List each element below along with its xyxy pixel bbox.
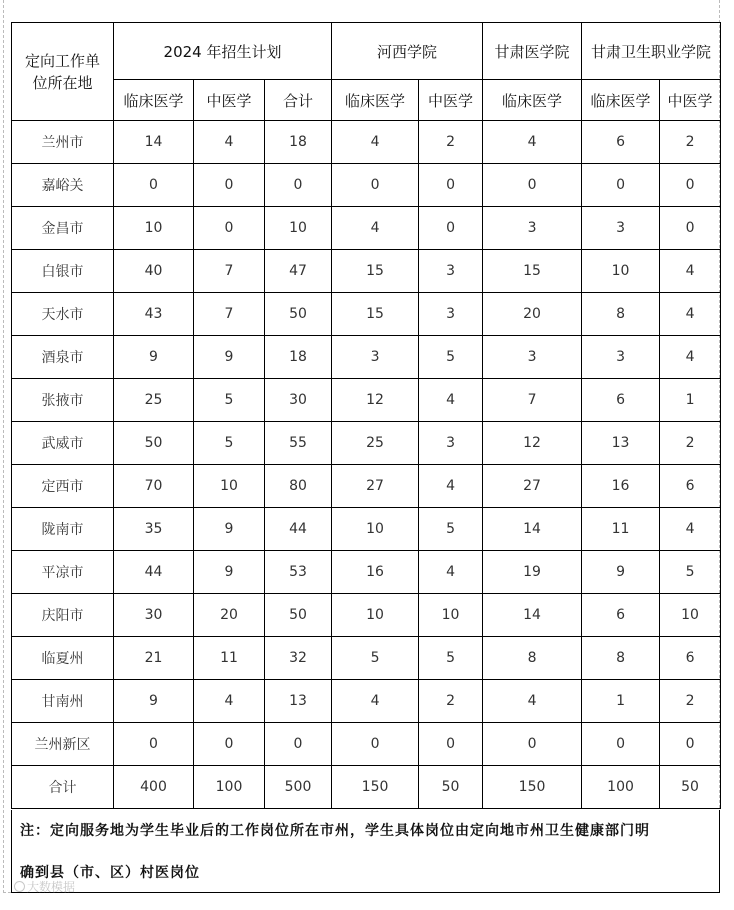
value-cell: 12 bbox=[332, 379, 419, 422]
region-cell: 张掖市 bbox=[12, 379, 114, 422]
value-cell: 4 bbox=[660, 336, 721, 379]
value-cell: 80 bbox=[265, 465, 332, 508]
table-row bbox=[12, 207, 721, 250]
value-cell: 3 bbox=[332, 336, 419, 379]
value-cell: 12 bbox=[483, 422, 582, 465]
value-cell: 11 bbox=[582, 508, 660, 551]
plan-2024-header: 2024 年招生计划 bbox=[114, 23, 332, 80]
value-cell: 9 bbox=[114, 680, 194, 723]
value-cell: 6 bbox=[582, 594, 660, 637]
value-cell: 14 bbox=[483, 508, 582, 551]
value-cell: 5 bbox=[419, 637, 483, 680]
table-row bbox=[12, 637, 721, 680]
value-cell: 15 bbox=[332, 293, 419, 336]
footnote-line-2: 确到县（市、区）村医岗位 bbox=[20, 865, 200, 881]
value-cell: 3 bbox=[483, 207, 582, 250]
value-cell: 4 bbox=[332, 121, 419, 164]
plan-clinical-header: 临床医学 bbox=[114, 80, 194, 121]
value-cell: 100 bbox=[582, 766, 660, 809]
region-cell: 合计 bbox=[12, 766, 114, 809]
value-cell: 18 bbox=[265, 121, 332, 164]
value-cell: 0 bbox=[265, 164, 332, 207]
region-cell: 庆阳市 bbox=[12, 594, 114, 637]
value-cell: 0 bbox=[265, 723, 332, 766]
hexi-clinical-header: 临床医学 bbox=[332, 80, 419, 121]
value-cell: 150 bbox=[483, 766, 582, 809]
value-cell: 0 bbox=[194, 164, 265, 207]
table-row bbox=[12, 422, 721, 465]
value-cell: 8 bbox=[483, 637, 582, 680]
value-cell: 7 bbox=[194, 250, 265, 293]
value-cell: 27 bbox=[332, 465, 419, 508]
value-cell: 30 bbox=[114, 594, 194, 637]
value-cell: 18 bbox=[265, 336, 332, 379]
value-cell: 70 bbox=[114, 465, 194, 508]
value-cell: 50 bbox=[419, 766, 483, 809]
gansu-medical-clinical-header: 临床医学 bbox=[483, 80, 582, 121]
value-cell: 13 bbox=[265, 680, 332, 723]
value-cell: 14 bbox=[483, 594, 582, 637]
table-row bbox=[12, 121, 721, 164]
footnote-line-1: 注：定向服务地为学生毕业后的工作岗位所在市州，学生具体岗位由定向地市州卫生健康部门明 bbox=[20, 823, 650, 839]
value-cell: 0 bbox=[114, 164, 194, 207]
table-row bbox=[12, 551, 721, 594]
value-cell: 150 bbox=[332, 766, 419, 809]
region-cell: 天水市 bbox=[12, 293, 114, 336]
region-cell: 兰州市 bbox=[12, 121, 114, 164]
value-cell: 0 bbox=[332, 164, 419, 207]
value-cell: 10 bbox=[265, 207, 332, 250]
table-row bbox=[12, 336, 721, 379]
region-cell: 嘉峪关 bbox=[12, 164, 114, 207]
value-cell: 4 bbox=[194, 680, 265, 723]
value-cell: 15 bbox=[332, 250, 419, 293]
table-row bbox=[12, 723, 721, 766]
value-cell: 3 bbox=[419, 293, 483, 336]
value-cell: 2 bbox=[660, 121, 721, 164]
value-cell: 2 bbox=[419, 680, 483, 723]
value-cell: 9 bbox=[194, 336, 265, 379]
value-cell: 11 bbox=[194, 637, 265, 680]
table-row bbox=[12, 250, 721, 293]
value-cell: 16 bbox=[582, 465, 660, 508]
value-cell: 4 bbox=[483, 680, 582, 723]
value-cell: 4 bbox=[660, 508, 721, 551]
region-cell: 定西市 bbox=[12, 465, 114, 508]
value-cell: 50 bbox=[265, 293, 332, 336]
value-cell: 19 bbox=[483, 551, 582, 594]
value-cell: 0 bbox=[660, 207, 721, 250]
health-vocational-clinical-header: 临床医学 bbox=[582, 80, 660, 121]
value-cell: 1 bbox=[582, 680, 660, 723]
value-cell: 0 bbox=[114, 723, 194, 766]
value-cell: 0 bbox=[660, 723, 721, 766]
value-cell: 0 bbox=[419, 207, 483, 250]
value-cell: 10 bbox=[582, 250, 660, 293]
value-cell: 400 bbox=[114, 766, 194, 809]
health-vocational-tcm-header: 中医学 bbox=[660, 80, 721, 121]
hexi-college-header: 河西学院 bbox=[332, 23, 483, 80]
value-cell: 4 bbox=[332, 207, 419, 250]
value-cell: 13 bbox=[582, 422, 660, 465]
value-cell: 9 bbox=[582, 551, 660, 594]
value-cell: 3 bbox=[582, 336, 660, 379]
value-cell: 4 bbox=[483, 121, 582, 164]
value-cell: 10 bbox=[332, 508, 419, 551]
watermark bbox=[14, 878, 75, 895]
watermark-text: 大数模据 bbox=[27, 880, 76, 894]
value-cell: 10 bbox=[114, 207, 194, 250]
value-cell: 35 bbox=[114, 508, 194, 551]
value-cell: 32 bbox=[265, 637, 332, 680]
gansu-health-vocational-college-header: 甘肃卫生职业学院 bbox=[582, 23, 721, 80]
value-cell: 0 bbox=[419, 164, 483, 207]
table-row bbox=[12, 379, 721, 422]
hexi-tcm-header: 中医学 bbox=[419, 80, 483, 121]
value-cell: 5 bbox=[332, 637, 419, 680]
value-cell: 20 bbox=[483, 293, 582, 336]
region-cell: 金昌市 bbox=[12, 207, 114, 250]
value-cell: 0 bbox=[194, 207, 265, 250]
value-cell: 3 bbox=[582, 207, 660, 250]
table-row bbox=[12, 766, 721, 809]
region-cell: 武威市 bbox=[12, 422, 114, 465]
value-cell: 25 bbox=[114, 379, 194, 422]
value-cell: 55 bbox=[265, 422, 332, 465]
value-cell: 7 bbox=[194, 293, 265, 336]
table-row bbox=[12, 164, 721, 207]
region-cell: 平凉市 bbox=[12, 551, 114, 594]
gansu-medical-college-header: 甘肃医学院 bbox=[483, 23, 582, 80]
value-cell: 100 bbox=[194, 766, 265, 809]
table-footnote bbox=[11, 810, 720, 893]
plan-tcm-header: 中医学 bbox=[194, 80, 265, 121]
value-cell: 50 bbox=[265, 594, 332, 637]
value-cell: 500 bbox=[265, 766, 332, 809]
watermark-logo-icon bbox=[14, 881, 25, 892]
value-cell: 47 bbox=[265, 250, 332, 293]
enrollment-plan-table bbox=[11, 22, 721, 809]
region-cell: 临夏州 bbox=[12, 637, 114, 680]
value-cell: 1 bbox=[660, 379, 721, 422]
value-cell: 4 bbox=[419, 551, 483, 594]
table-row bbox=[12, 465, 721, 508]
value-cell: 5 bbox=[419, 508, 483, 551]
value-cell: 15 bbox=[483, 250, 582, 293]
value-cell: 2 bbox=[660, 422, 721, 465]
value-cell: 53 bbox=[265, 551, 332, 594]
value-cell: 30 bbox=[265, 379, 332, 422]
value-cell: 4 bbox=[332, 680, 419, 723]
value-cell: 0 bbox=[660, 164, 721, 207]
value-cell: 5 bbox=[194, 422, 265, 465]
value-cell: 0 bbox=[483, 164, 582, 207]
value-cell: 4 bbox=[419, 379, 483, 422]
value-cell: 2 bbox=[419, 121, 483, 164]
region-cell: 甘南州 bbox=[12, 680, 114, 723]
value-cell: 3 bbox=[483, 336, 582, 379]
value-cell: 6 bbox=[660, 465, 721, 508]
table-row bbox=[12, 508, 721, 551]
table-row bbox=[12, 293, 721, 336]
value-cell: 4 bbox=[194, 121, 265, 164]
value-cell: 9 bbox=[194, 508, 265, 551]
value-cell: 0 bbox=[194, 723, 265, 766]
value-cell: 5 bbox=[194, 379, 265, 422]
region-cell: 酒泉市 bbox=[12, 336, 114, 379]
value-cell: 5 bbox=[660, 551, 721, 594]
value-cell: 44 bbox=[114, 551, 194, 594]
value-cell: 20 bbox=[194, 594, 265, 637]
region-cell: 白银市 bbox=[12, 250, 114, 293]
value-cell: 4 bbox=[660, 250, 721, 293]
value-cell: 8 bbox=[582, 637, 660, 680]
value-cell: 4 bbox=[419, 465, 483, 508]
value-cell: 10 bbox=[419, 594, 483, 637]
region-cell: 陇南市 bbox=[12, 508, 114, 551]
value-cell: 50 bbox=[114, 422, 194, 465]
value-cell: 9 bbox=[194, 551, 265, 594]
region-column-header: 定向工作单位所在地 bbox=[12, 23, 114, 121]
value-cell: 0 bbox=[582, 723, 660, 766]
value-cell: 10 bbox=[660, 594, 721, 637]
value-cell: 2 bbox=[660, 680, 721, 723]
value-cell: 16 bbox=[332, 551, 419, 594]
value-cell: 40 bbox=[114, 250, 194, 293]
value-cell: 0 bbox=[419, 723, 483, 766]
table-row bbox=[12, 594, 721, 637]
value-cell: 3 bbox=[419, 250, 483, 293]
value-cell: 0 bbox=[332, 723, 419, 766]
value-cell: 25 bbox=[332, 422, 419, 465]
value-cell: 9 bbox=[114, 336, 194, 379]
value-cell: 8 bbox=[582, 293, 660, 336]
value-cell: 10 bbox=[332, 594, 419, 637]
value-cell: 6 bbox=[582, 379, 660, 422]
value-cell: 7 bbox=[483, 379, 582, 422]
value-cell: 0 bbox=[483, 723, 582, 766]
value-cell: 44 bbox=[265, 508, 332, 551]
value-cell: 4 bbox=[660, 293, 721, 336]
value-cell: 5 bbox=[419, 336, 483, 379]
value-cell: 27 bbox=[483, 465, 582, 508]
table-row bbox=[12, 680, 721, 723]
region-cell: 兰州新区 bbox=[12, 723, 114, 766]
plan-total-header: 合计 bbox=[265, 80, 332, 121]
value-cell: 10 bbox=[194, 465, 265, 508]
value-cell: 21 bbox=[114, 637, 194, 680]
value-cell: 3 bbox=[419, 422, 483, 465]
value-cell: 0 bbox=[582, 164, 660, 207]
value-cell: 50 bbox=[660, 766, 721, 809]
value-cell: 43 bbox=[114, 293, 194, 336]
value-cell: 6 bbox=[660, 637, 721, 680]
value-cell: 14 bbox=[114, 121, 194, 164]
value-cell: 6 bbox=[582, 121, 660, 164]
